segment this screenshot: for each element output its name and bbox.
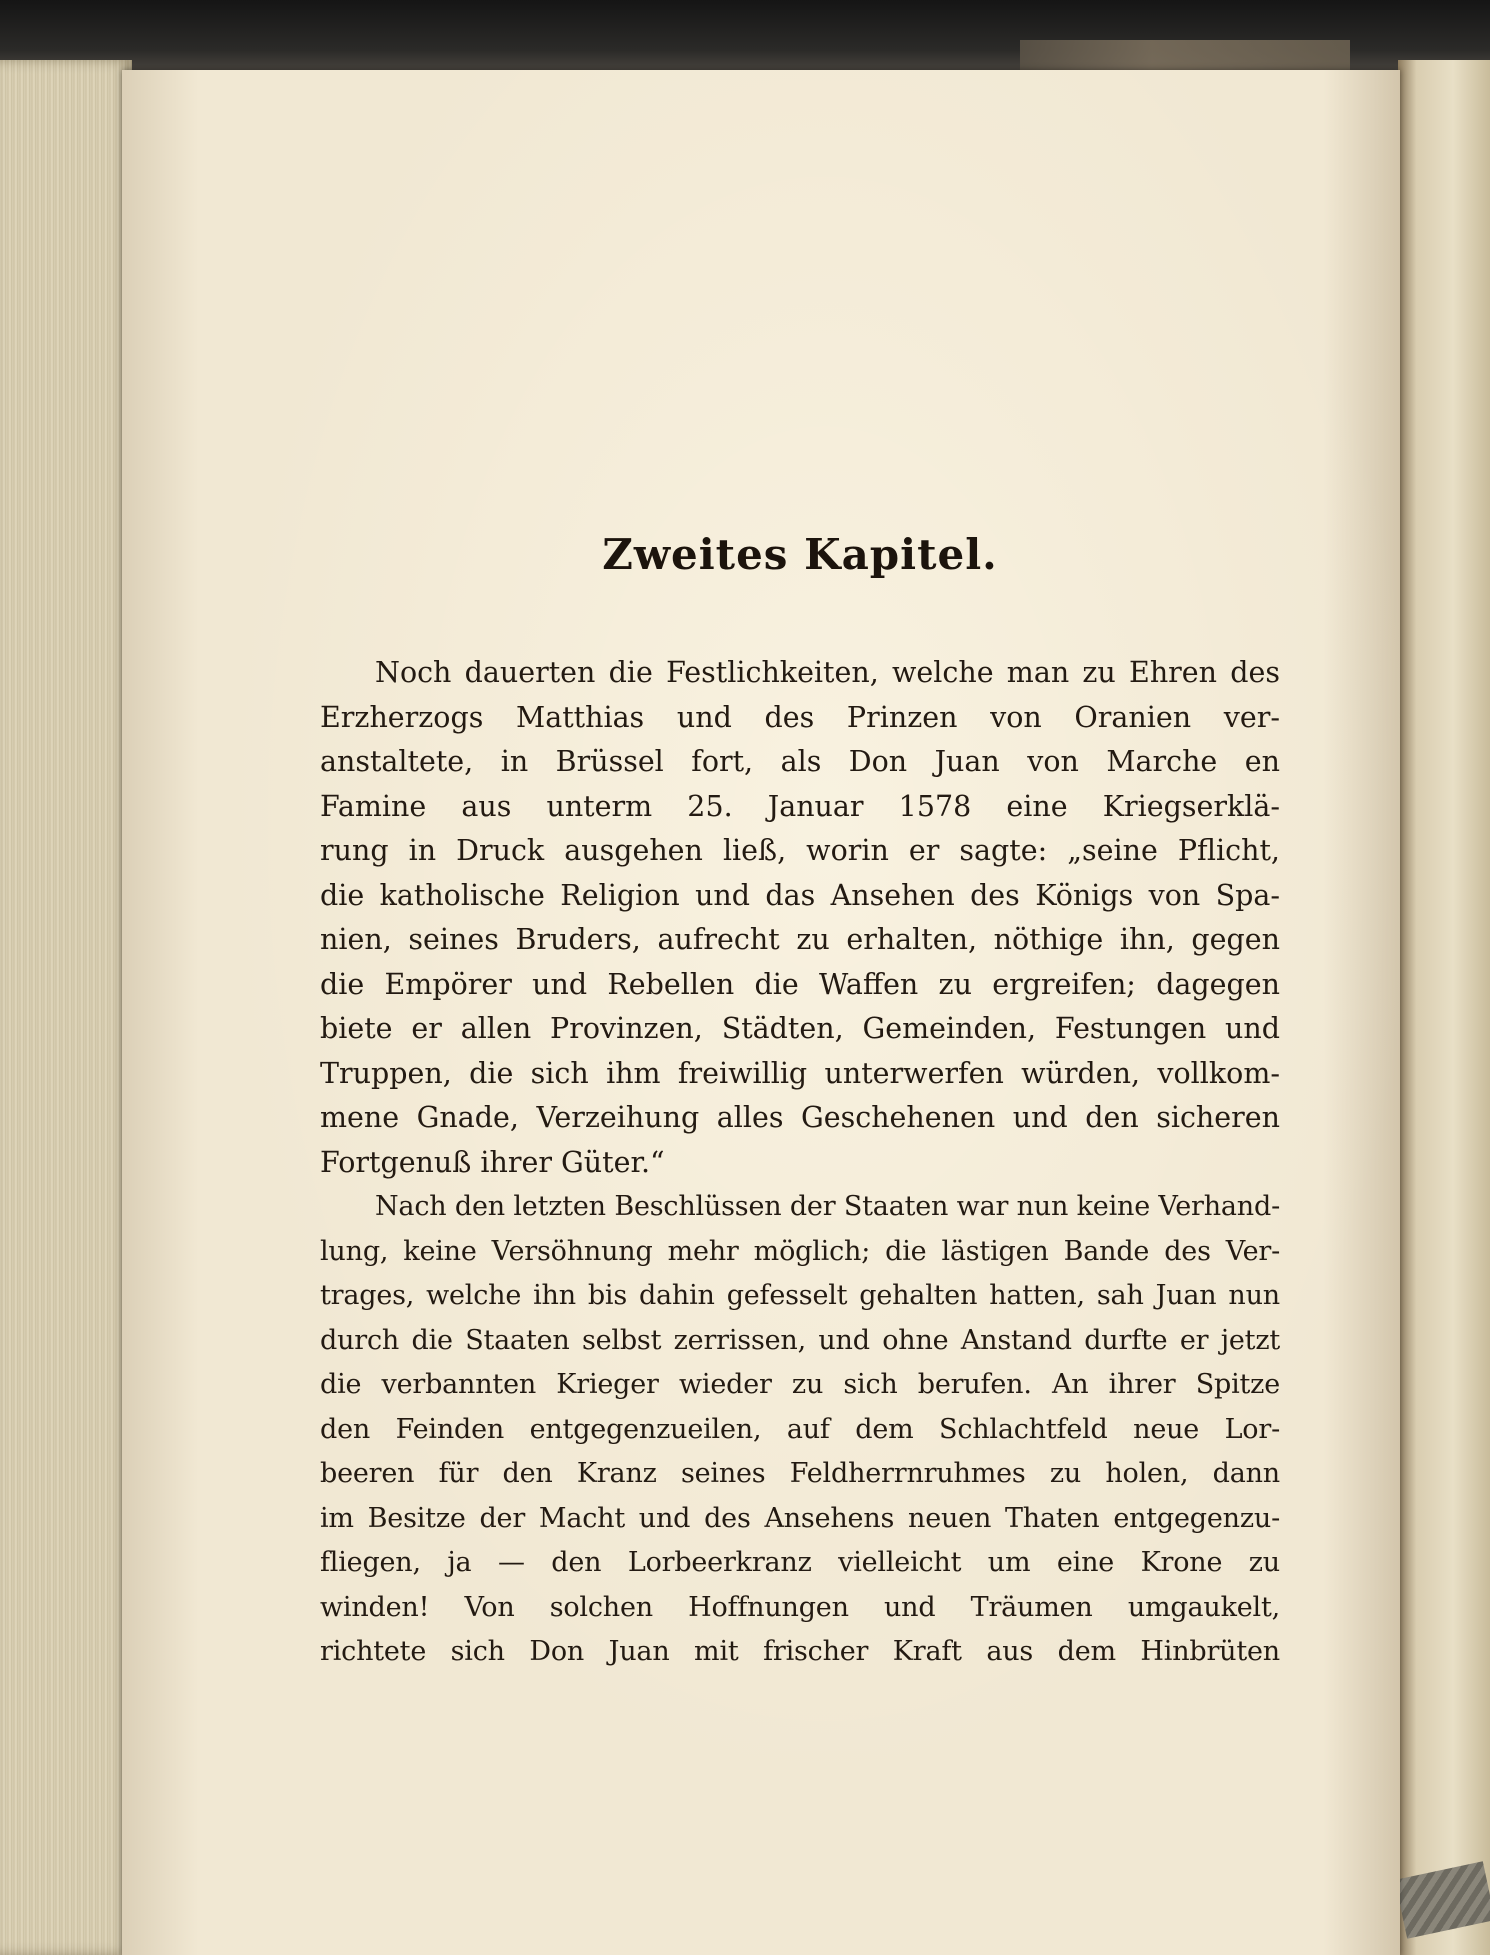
text-line: nien, seines Bruders, aufrecht zu erhalten, nöthige ihn, gegen <box>320 923 1280 956</box>
text-line: beeren für den Kranz seines Feldherrnruhmes zu holen, dann <box>320 1458 1280 1489</box>
text-line: im Besitze der Macht und des Ansehens neuen Thaten entgegenzu- <box>320 1502 1280 1534</box>
page-stack-right <box>1398 60 1490 1955</box>
paragraph-2 <box>320 1185 1280 1675</box>
text-line: mene Gnade, Verzeihung alles Geschehenen und den sicheren <box>320 1101 1280 1134</box>
bookmark-tab <box>1020 40 1350 72</box>
text-line: Erzherzogs Matthias und des Prinzen von Oranien ver- <box>320 700 1280 734</box>
text-line: rung in Druck ausgehen ließ, worin er sagte: „seine Pflicht, <box>320 834 1280 867</box>
text-line: biete er allen Provinzen, Städten, Gemeinden, Festungen und <box>320 1012 1280 1045</box>
text-line: trages, welche ihn bis dahin gefesselt gehalten hatten, sah Juan nun <box>320 1280 1280 1311</box>
text-line: richtete sich Don Juan mit frischer Kraft aus dem Hinbrüten <box>320 1636 1280 1667</box>
text-line: Fortgenuß ihrer Güter.“ <box>320 1145 665 1179</box>
text-line: lung, keine Versöhnung mehr möglich; die lästigen Bande des Ver- <box>320 1235 1280 1267</box>
text-line: fliegen, ja — den Lorbeerkranz vielleicht um eine Krone zu <box>320 1547 1280 1578</box>
text-line: die katholische Religion und das Ansehen des Königs von Spa- <box>320 878 1280 912</box>
text-line: Noch dauerten die Festlichkeiten, welche man zu Ehren des <box>375 656 1280 689</box>
page-stack-left <box>0 60 132 1955</box>
text-line: die verbannten Krieger wieder zu sich berufen. An ihrer Spitze <box>320 1369 1280 1400</box>
bleed-through-text <box>432 370 1422 416</box>
text-line: anstaltete, in Brüssel fort, als Don Juan von Marche en <box>320 745 1280 778</box>
chapter-title: Zweites Kapitel. <box>602 530 998 579</box>
text-line: winden! Von solchen Hoffnungen und Träumen umgaukelt, <box>320 1591 1280 1623</box>
text-line: durch die Staaten selbst zerrissen, und ohne Anstand durfte er jetzt <box>320 1324 1280 1356</box>
text-line: die Empörer und Rebellen die Waffen zu ergreifen; dagegen <box>320 967 1280 1001</box>
text-line: Truppen, die sich ihm freiwillig unterwerfen würden, vollkom- <box>320 1056 1280 1090</box>
page-content <box>320 530 1280 1675</box>
paragraph-1 <box>320 651 1280 1185</box>
text-line: Nach den letzten Beschlüssen der Staaten war nun keine Verhand- <box>375 1191 1280 1222</box>
text-line: Famine aus unterm 25. Januar 1578 eine Kriegserklä- <box>320 789 1280 823</box>
text-line: den Feinden entgegenzueilen, auf dem Schlachtfeld neue Lor- <box>320 1413 1280 1445</box>
